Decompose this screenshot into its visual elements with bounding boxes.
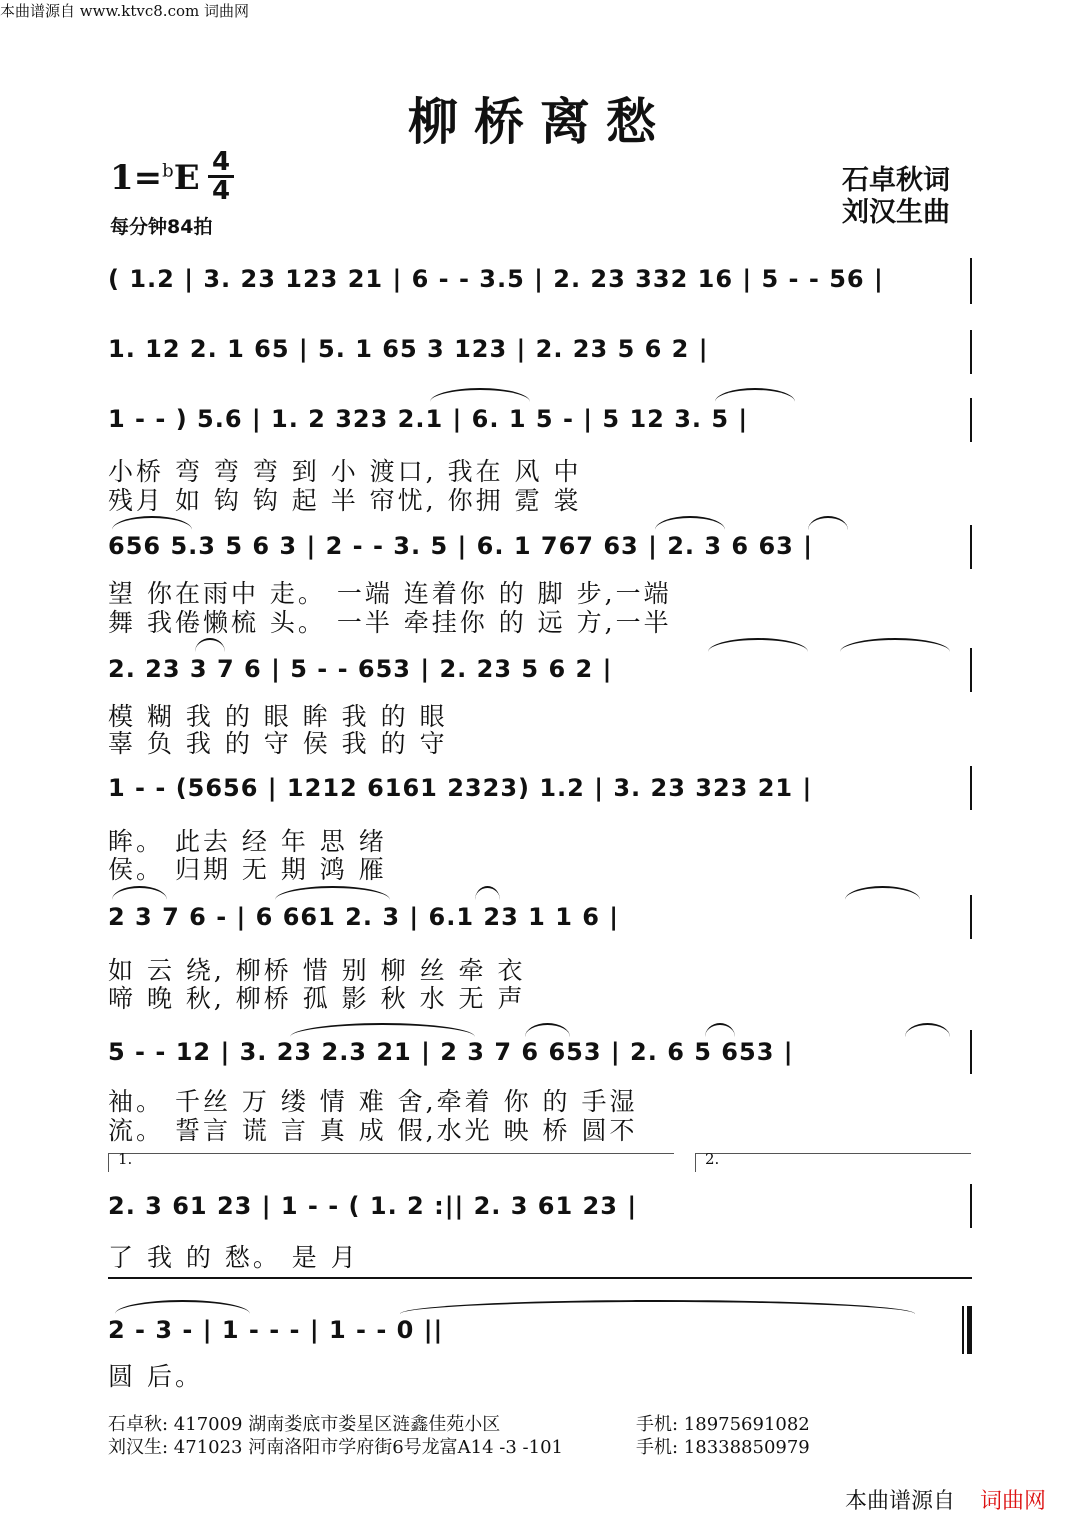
lyrics-verse-1-line-6: 眸。 此去 经 年 思 绪 (108, 827, 387, 856)
lyrics-verse-1-line-7: 如 云 绕, 柳桥 惜 别 柳 丝 牵 衣 (108, 956, 526, 985)
slur-mark (475, 886, 500, 900)
lyrics-verse-2-line-5: 辜 负 我 的 守 侯 我 的 守 (108, 729, 448, 758)
score-line-8: 5 - - 12 | 3. 23 2.3 21 | 2 3 7 6 653 | 2. 6 5 653 | (108, 1038, 794, 1066)
slur-mark (290, 1023, 475, 1037)
slur-mark (655, 516, 725, 530)
lyrics-verse-1-line-3: 小桥 弯 弯 弯 到 小 渡口, 我在 风 中 (108, 457, 582, 486)
score-line-3: 1 - - ) 5.6 | 1. 2 323 2.1 | 6. 1 5 - | 5 12 3. 5 | (108, 405, 749, 433)
lyrics-line-10: 圆 后。 (108, 1362, 203, 1391)
second-ending-label: 2. (705, 1150, 720, 1168)
composer-credit: 刘汉生曲 (842, 197, 950, 228)
lyrics-verse-2-line-7: 啼 晚 秋, 柳桥 孤 影 秋 水 无 声 (108, 984, 526, 1013)
key-prefix: 1= (110, 158, 163, 198)
first-ending-bracket (108, 1153, 674, 1172)
slur-mark (905, 1023, 950, 1037)
score-line-6: 1 - - (5656 | 1212 6161 2323) 1.2 | 3. 23 323 21 | (108, 774, 813, 802)
time-signature-top: 4 (211, 147, 231, 177)
slur-mark (845, 886, 920, 900)
score-line-4: 656 5.3 5 6 3 | 2 - - 3. 5 | 6. 1 767 63 | 2. 3 6 63 | (108, 532, 813, 560)
score-line-2: 1. 12 2. 1 65 | 5. 1 65 3 123 | 2. 23 5 6 2 | (108, 335, 709, 363)
lyrics-verse-2-line-3: 残月 如 钩 钩 起 半 帘忧, 你拥 霓 裳 (108, 486, 582, 515)
slur-mark (808, 516, 848, 530)
score-line-1: ( 1.2 | 3. 23 123 21 | 6 - - 3.5 | 2. 23 332 16 | 5 - - 56 | (108, 265, 884, 293)
score-line-7: 2 3 7 6 - | 6 661 2. 3 | 6.1 23 1 1 6 | (108, 903, 620, 931)
key-note: E (173, 158, 200, 198)
tempo-marking: 每分钟84拍 (110, 216, 213, 238)
slur-mark (112, 516, 192, 530)
lyrics-verse-2-line-4: 舞 我倦懒梳 头。 一半 牵挂你 的 远 方,一半 (108, 608, 672, 637)
second-ending-bracket (695, 1153, 971, 1172)
slur-mark (112, 886, 167, 900)
credits (842, 165, 950, 229)
score-line-5: 2. 23 3 7 6 | 5 - - 653 | 2. 23 5 6 2 | (108, 655, 613, 683)
site-header-text: 本曲谱源自 www.ktvc8.com 词曲网 (0, 2, 250, 20)
contact-address-composer: 刘汉生: 471023 河南洛阳市学府街6号龙富A14 -3 -101 (108, 1437, 563, 1458)
slur-mark (195, 638, 225, 652)
lyrics-line-9: 了 我 的 愁。 是 月 (108, 1243, 359, 1272)
watermark-site: 词曲网 (979, 1489, 1046, 1514)
lyricist-credit: 石卓秋词 (842, 165, 950, 196)
contact-phone-lyricist: 手机: 18975691082 (636, 1414, 810, 1435)
flat-sign: b (162, 160, 174, 182)
slur-mark (705, 1023, 735, 1037)
final-barline (967, 1306, 972, 1354)
slur-mark (840, 638, 950, 652)
watermark-source: 本曲谱源自 (844, 1489, 955, 1514)
tie-mark (400, 1300, 915, 1314)
score-line-10: 2 - 3 - | 1 - - - | 1 - - 0 || (108, 1316, 444, 1344)
key-signature (110, 158, 200, 198)
slur-mark (115, 1300, 250, 1314)
slur-mark (275, 886, 390, 900)
page-title: 柳桥离愁 (408, 92, 672, 151)
system-divider (108, 1277, 972, 1279)
slur-mark (430, 388, 530, 402)
contact-phone-composer: 手机: 18338850979 (636, 1437, 810, 1458)
lyrics-verse-1-line-8: 袖。 千丝 万 缕 情 难 舍,牵着 你 的 手湿 (108, 1087, 638, 1116)
lyrics-verse-2-line-6: 侯。 归期 无 期 鸿 雁 (108, 855, 387, 884)
slur-mark (708, 638, 808, 652)
contact-address-lyricist: 石卓秋: 417009 湖南娄底市娄星区涟鑫佳苑小区 (108, 1414, 501, 1435)
first-ending-label: 1. (118, 1150, 133, 1168)
lyrics-verse-2-line-8: 流。 誓言 谎 言 真 成 假,水光 映 桥 圆不 (108, 1116, 638, 1145)
time-signature-bottom: 4 (211, 176, 231, 206)
lyrics-verse-1-line-5: 模 糊 我 的 眼 眸 我 的 眼 (108, 702, 448, 731)
slur-mark (715, 388, 795, 402)
time-signature (208, 147, 234, 206)
score-line-9: 2. 3 61 23 | 1 - - ( 1. 2 :|| 2. 3 61 23 | (108, 1192, 638, 1220)
lyrics-verse-1-line-4: 望 你在雨中 走。 一端 连着你 的 脚 步,一端 (108, 579, 672, 608)
slur-mark (525, 1023, 570, 1037)
